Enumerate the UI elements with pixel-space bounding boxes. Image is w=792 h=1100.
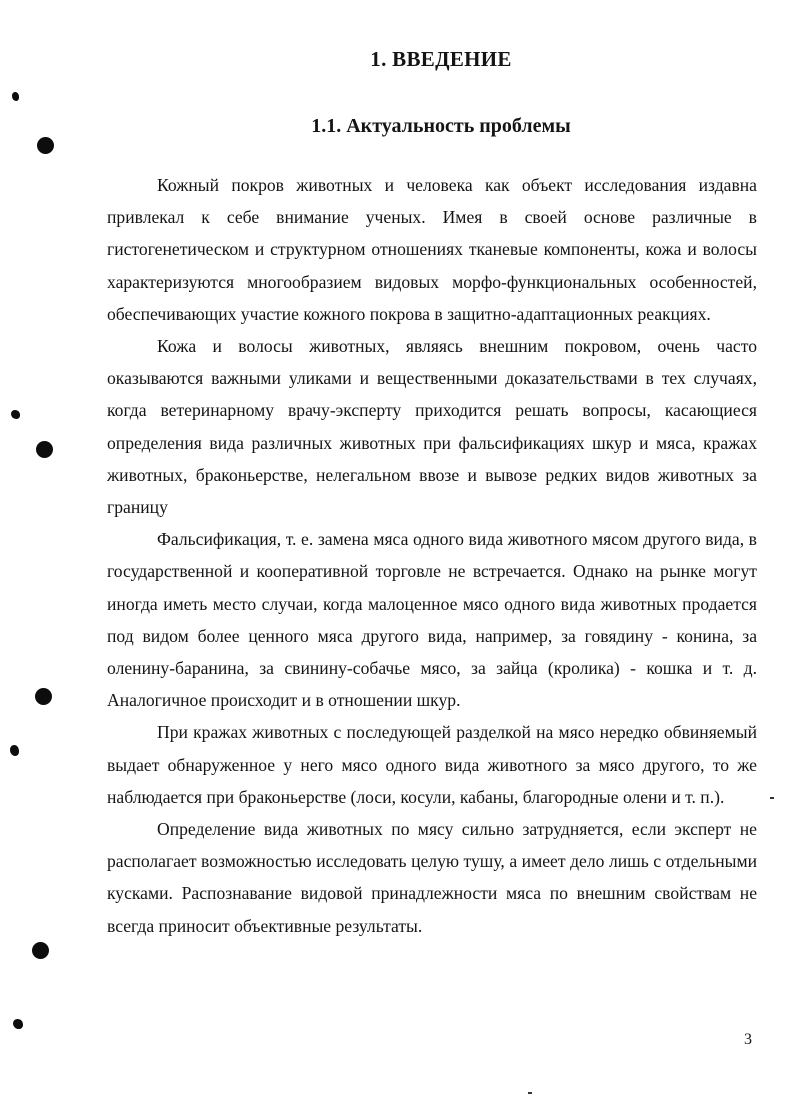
margin-speck [11, 410, 20, 419]
paragraph: Кожа и волосы животных, являясь внешним покровом, очень часто оказываются важными уликами и вещественными доказательствами в тех случаях, когда ветеринарному врачу-эксперту приходится решать вопросы, касающиеся определения вида различных животных при фальсификациях шкур и мяса, кражах животных, браконьерстве, нелегальном ввозе и вывозе редких видов животных за границу [107, 336, 757, 518]
margin-speck [10, 745, 19, 756]
binder-hole [36, 441, 53, 458]
scan-smudge [770, 797, 774, 799]
binder-hole [32, 942, 49, 959]
chapter-title: 1. ВВЕДЕНИЕ [370, 47, 512, 71]
section-title: 1.1. Актуальность проблемы [311, 115, 571, 137]
binder-hole [35, 688, 52, 705]
paragraph: При кражах животных с последующей разделкой на мясо нередко обвиняемый выдает обнаруженное у него мясо одного вида животного за мясо другого, то же наблюдается при браконьерстве (лоси, косули, кабаны, благородные олени и т. п.). [107, 722, 757, 807]
margin-speck [13, 1019, 23, 1029]
paragraph: Кожный покров животных и человека как объект исследования издавна привлекал к себе внимание ученых. Имея в своей основе различные в гистогенетическом и структурном отношениях тканевые компоненты, кожа и волосы характеризуются многообразием видовых морфо-функциональных особенностей, обеспечивающих участие кожного покрова в защитно-адаптационных реакциях. [107, 175, 757, 324]
binder-hole [37, 137, 54, 154]
margin-speck [12, 92, 19, 101]
body-text [107, 169, 757, 942]
page-number: 3 [744, 1031, 752, 1048]
paragraph: Фальсификация, т. е. замена мяса одного вида животного мясом другого вида, в государственной и кооперативной торговле не встречается. Однако на рынке могут иногда иметь место случаи, когда малоценное мясо одного вида животных продается под видом более ценного мяса другого вида, например, за говядину - конина, за оленину-баранина, за свинину-собачье мясо, за зайца (кролика) - кошка и т. д. Аналогичное происходит и в отношении шкур. [107, 529, 757, 711]
scan-smudge [528, 1092, 532, 1094]
paragraph: Определение вида животных по мясу сильно затрудняется, если эксперт не располагает возможностью исследовать целую тушу, а имеет дело лишь с отдельными кусками. Распознавание видовой принадлежности мяса по внешним свойствам не всегда приносит объективные результаты. [107, 819, 757, 936]
